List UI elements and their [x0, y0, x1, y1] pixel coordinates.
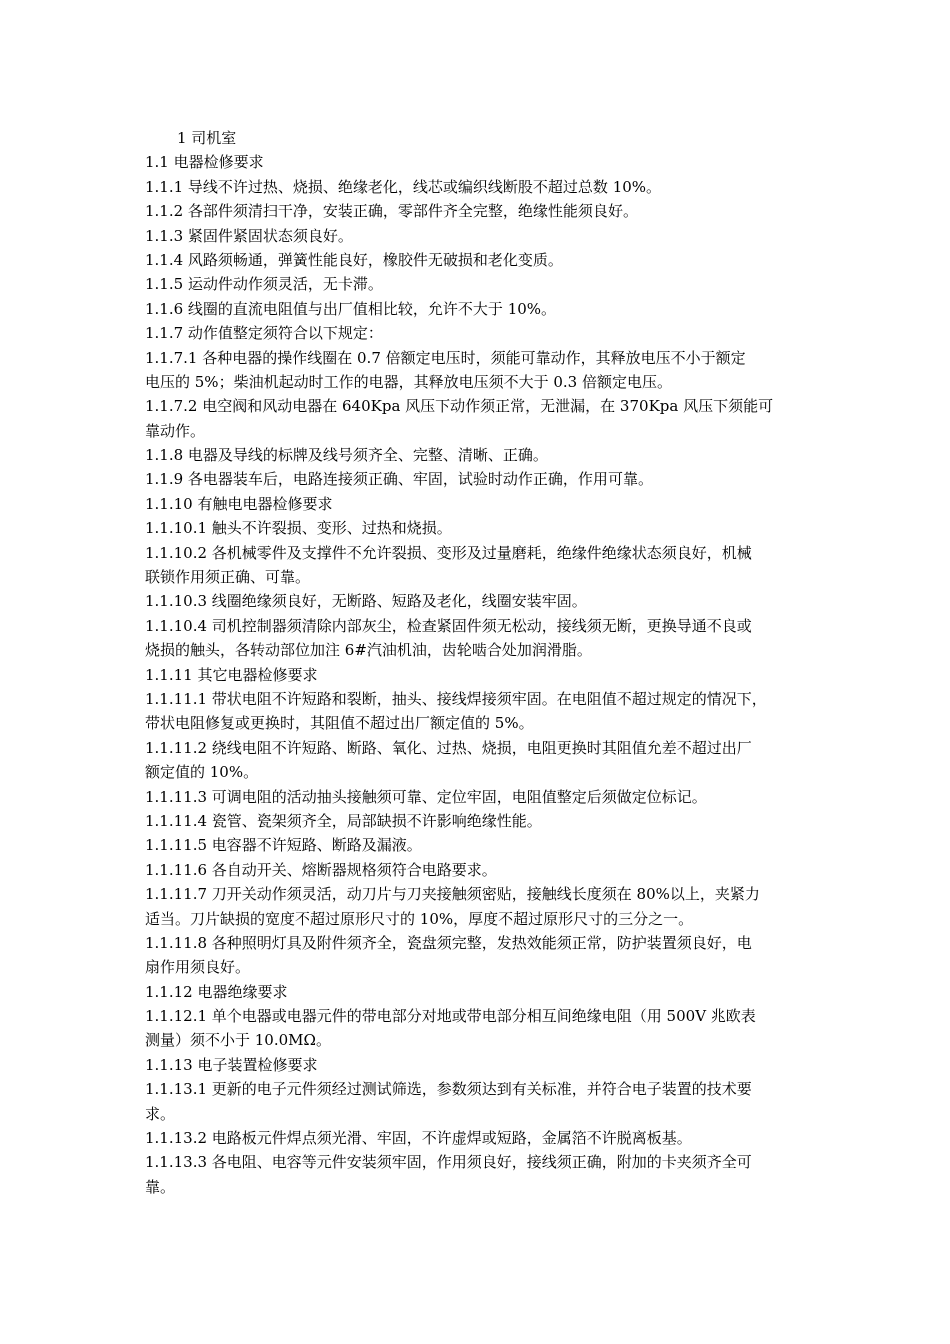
text-line: 电压的 5%；柴油机起动时工作的电器，其释放电压须不大于 0.3 倍额定电压。	[145, 372, 672, 391]
text-line: 1.1.11.5 电容器不许短路、断路及漏液。	[145, 836, 422, 855]
text-line: 靠。	[145, 1177, 176, 1196]
text-line: 1.1.11.4 瓷管、瓷架须齐全，局部缺损不许影响绝缘性能。	[145, 811, 542, 830]
text-line: 1.1.3 紧固件紧固状态须良好。	[145, 226, 353, 245]
text-line: 1.1.10.2 各机械零件及支撑件不允许裂损、变形及过量磨耗，绝缘件绝缘状态须良好，机械	[145, 543, 752, 562]
document-body	[145, 126, 825, 1199]
text-line: 1.1.7.1 各种电器的操作线圈在 0.7 倍额定电压时，须能可靠动作，其释放电压不小于额定	[145, 348, 746, 367]
text-line: 1.1.4 风路须畅通，弹簧性能良好，橡胶件无破损和老化变质。	[145, 250, 563, 269]
text-line: 1.1.11.6 各自动开关、熔断器规格须符合电路要求。	[145, 860, 497, 879]
text-line: 1.1.2 各部件须清扫干净，安装正确，零部件齐全完整，绝缘性能须良好。	[145, 202, 638, 221]
text-line: 1.1.11.7 刀开关动作须灵活，动刀片与刀夹接触须密贴，接触线长度须在 80%以上，夹紧力	[145, 885, 760, 904]
text-line: 1.1.12.1 单个电器或电器元件的带电部分对地或带电部分相互间绝缘电阻（用 500V 兆欧表	[145, 1007, 756, 1026]
text-line: 适当。刀片缺损的宽度不超过原形尺寸的 10%，厚度不超过原形尺寸的三分之一。	[145, 909, 694, 928]
text-line: 1.1.5 运动件动作须灵活，无卡滞。	[145, 275, 383, 294]
text-line: 带状电阻修复或更换时，其阻值不超过出厂额定值的 5%。	[145, 714, 534, 733]
text-line: 1.1.13.3 各电阻、电容等元件安装须牢固，作用须良好，接线须正确，附加的卡夹须齐全可	[145, 1153, 752, 1172]
subsection-heading: 1.1.11 其它电器检修要求	[145, 665, 318, 684]
text-line: 1.1.13.2 电路板元件焊点须光滑、牢固，不许虚焊或短路，金属箔不许脱离板基。	[145, 1129, 692, 1148]
text-line: 1.1.10.3 线圈绝缘须良好，无断路、短路及老化，线圈安装牢固。	[145, 592, 587, 611]
text-line: 1.1.9 各电器装车后，电路连接须正确、牢固，试验时动作正确，作用可靠。	[145, 470, 653, 489]
text-line: 扇作用须良好。	[145, 958, 251, 977]
subsection-heading: 1.1.12 电器绝缘要求	[145, 982, 288, 1001]
text-line: 测量）须不小于 10.0MΩ。	[145, 1031, 331, 1050]
text-line: 求。	[145, 1104, 176, 1123]
text-line: 1.1.11.8 各种照明灯具及附件须齐全，瓷盘须完整，发热效能须正常，防护装置须良好，电	[145, 933, 752, 952]
text-line: 1.1.13.1 更新的电子元件须经过测试筛选，参数须达到有关标准，并符合电子装置的技术要	[145, 1080, 752, 1099]
subsection-heading: 1.1.13 电子装置检修要求	[145, 1055, 318, 1074]
subsection-heading: 1.1 电器检修要求	[145, 153, 264, 172]
text-line: 1.1.11.1 带状电阻不许短路和裂断，抽头、接线焊接须牢固。在电阻值不超过规定的情况下，	[145, 689, 767, 708]
section-heading: 1 司机室	[177, 129, 237, 147]
text-line: 1.1.11.3 可调电阻的活动抽头接触须可靠、定位牢固，电阻值整定后须做定位标记。	[145, 787, 707, 806]
text-line: 1.1.11.2 绕线电阻不许短路、断路、氧化、过热、烧损，电阻更换时其阻值允差不超过出厂	[145, 738, 752, 757]
text-line: 1.1.10.1 触头不许裂损、变形、过热和烧损。	[145, 519, 452, 538]
text-line: 1.1.10.4 司机控制器须清除内部灰尘，检查紧固件须无松动，接线须无断，更换导通不良或	[145, 616, 752, 635]
text-line: 1.1.1 导线不许过热、烧损、绝缘老化，线芯或编织线断股不超过总数 10%。	[145, 177, 662, 196]
text-line: 1.1.7.2 电空阀和风动电器在 640Kpa 风压下动作须正常，无泄漏，在 370Kpa 风压下须能可	[145, 397, 774, 416]
text-line: 额定值的 10%。	[145, 763, 259, 782]
text-line: 靠动作。	[145, 421, 206, 440]
text-line: 1.1.6 线圈的直流电阻值与出厂值相比较，允许不大于 10%。	[145, 299, 557, 318]
text-line: 联锁作用须正确、可靠。	[145, 568, 311, 587]
text-line: 烧损的触头，各转动部位加注 6#汽油机油，齿轮啮合处加润滑脂。	[145, 641, 592, 660]
text-line: 1.1.7 动作值整定须符合以下规定：	[145, 324, 383, 343]
subsection-heading: 1.1.10 有触电电器检修要求	[145, 494, 333, 513]
text-line: 1.1.8 电器及导线的标牌及线号须齐全、完整、清晰、正确。	[145, 446, 548, 465]
